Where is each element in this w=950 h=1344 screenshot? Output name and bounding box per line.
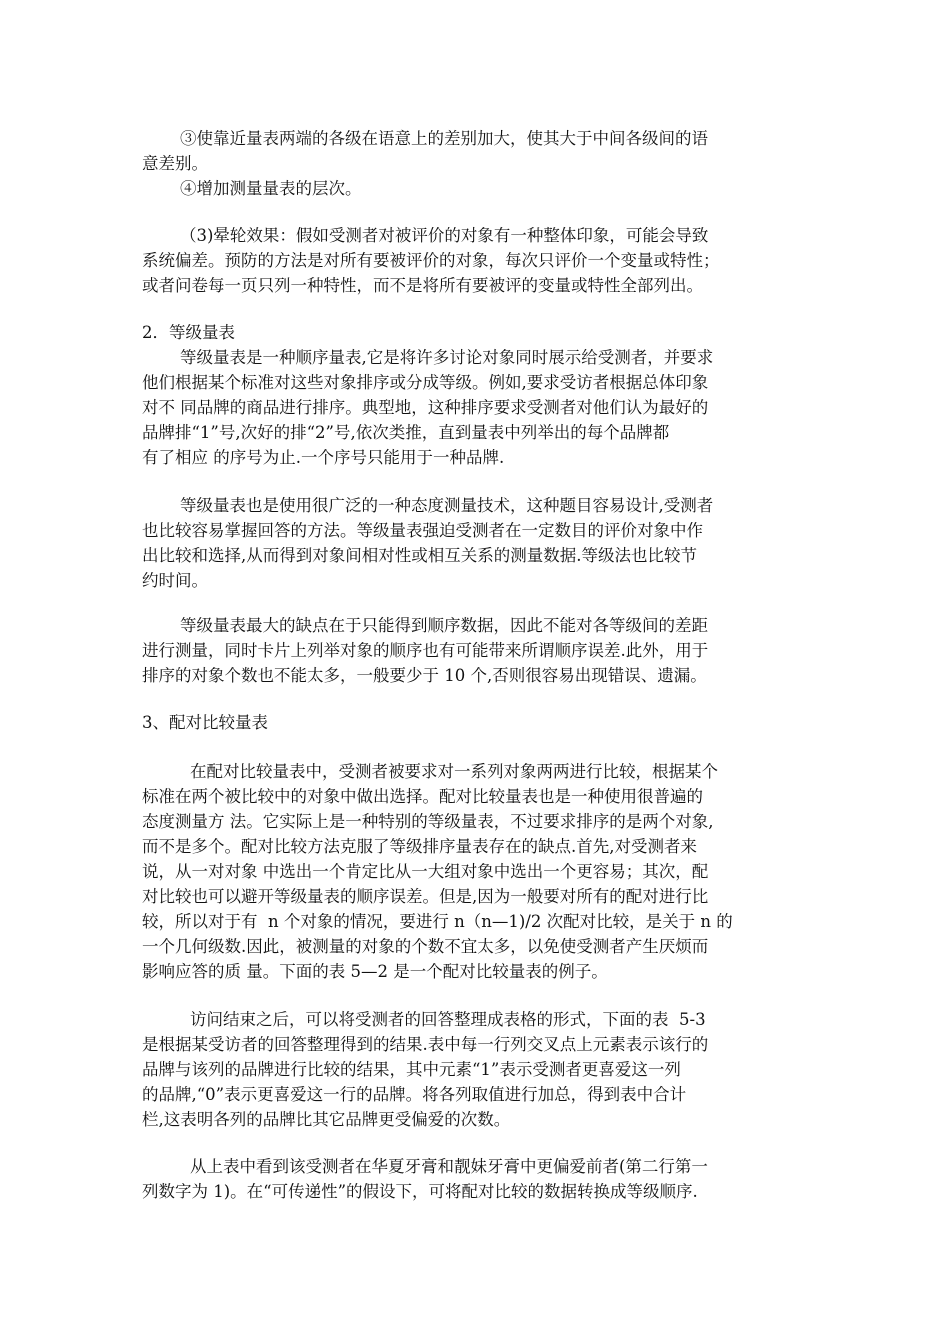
- text-line: ③使靠近量表两端的各级在语意上的差别加大，使其大于中间各级间的语: [180, 129, 708, 148]
- text-line: 影响应答的质 量。下面的表 5—2 是一个配对比较量表的例子。: [142, 962, 608, 981]
- text-line: 从上表中看到该受测者在华夏牙膏和靓妹牙膏中更偏爱前者(第二行第一: [190, 1157, 708, 1176]
- text-line: （3)晕轮效果：假如受测者对被评价的对象有一种整体印象，可能会导致: [180, 226, 709, 245]
- text-line: ④增加测量量表的层次。: [180, 179, 362, 198]
- text-line: 排序的对象个数也不能太多，一般要少于 10 个,否则很容易出现错误、遗漏。: [142, 666, 707, 685]
- text-line: 品牌排“1”号,次好的排“2”号,依次类推，直到量表中列举出的每个品牌都: [142, 423, 670, 442]
- text-line: 也比较容易掌握回答的方法。等级量表强迫受测者在一定数目的评价对象中作: [142, 521, 703, 540]
- text-line: 列数字为 1)。在“可传递性”的假设下，可将配对比较的数据转换成等级顺序.: [142, 1182, 698, 1201]
- text-line: 等级量表是一种顺序量表,它是将许多讨论对象同时展示给受测者，并要求: [180, 348, 714, 367]
- text-line: 而不是多个。配对比较方法克服了等级排序量表存在的缺点.首先,对受测者来: [142, 837, 697, 856]
- text-line: 一个几何级数.因此，被测量的对象的个数不宜太多，以免使受测者产生厌烦而: [142, 937, 709, 956]
- text-line: 品牌与该列的品牌进行比较的结果，其中元素“1”表示受测者更喜爱这一列: [142, 1060, 681, 1079]
- text-line: 系统偏差。预防的方法是对所有要被评价的对象，每次只评价一个变量或特性；: [142, 251, 720, 270]
- text-line: 进行测量，同时卡片上列举对象的顺序也有可能带来所谓顺序误差.此外，用于: [142, 641, 709, 660]
- text-line: 意差别。: [142, 154, 208, 173]
- text-line: 对不 同品牌的商品进行排序。典型地，这种排序要求受测者对他们认为最好的: [142, 398, 709, 417]
- text-line: 在配对比较量表中，受测者被要求对一系列对象两两进行比较，根据某个: [190, 762, 718, 781]
- text-line: 或者问卷每一页只列一种特性，而不是将所有要被评的变量或特性全部列出。: [142, 276, 703, 295]
- text-line: 是根据某受访者的回答整理得到的结果.表中每一行列交叉点上元素表示该行的: [142, 1035, 709, 1054]
- text-line: 标准在两个被比较中的对象中做出选择。配对比较量表也是一种使用很普遍的: [142, 787, 703, 806]
- text-line: 出比较和选择,从而得到对象间相对性或相互关系的测量数据.等级法也比较节: [142, 546, 697, 565]
- text-line: 他们根据某个标准对这些对象排序或分成等级。例如,要求受访者根据总体印象: [142, 373, 709, 392]
- section-heading: 2．等级量表: [142, 323, 235, 342]
- text-line: 等级量表也是使用很广泛的一种态度测量技术，这种题目容易设计,受测者: [180, 496, 714, 515]
- section-heading: 3、配对比较量表: [142, 713, 268, 732]
- text-line: 约时间。: [142, 571, 208, 590]
- text-line: 说，从一对对象 中选出一个肯定比从一大组对象中选出一个更容易；其次，配: [142, 862, 709, 881]
- text-line: 的品牌,“0”表示更喜爱这一行的品牌。将各列取值进行加总，得到表中合计: [142, 1085, 687, 1104]
- text-line: 较，所以对于有 n 个对象的情况，要进行 n（n—1)/2 次配对比较，是关于 n 的: [142, 912, 733, 931]
- text-line: 栏,这表明各列的品牌比其它品牌更受偏爱的次数。: [142, 1110, 511, 1129]
- text-line: 有了相应 的序号为止.一个序号只能用于一种品牌.: [142, 448, 505, 467]
- text-line: 等级量表最大的缺点在于只能得到顺序数据，因此不能对各等级间的差距: [180, 616, 708, 635]
- text-line: 对比较也可以避开等级量表的顺序误差。但是,因为一般要对所有的配对进行比: [142, 887, 709, 906]
- text-line: 访问结束之后，可以将受测者的回答整理成表格的形式，下面的表 5-3: [190, 1010, 706, 1029]
- text-line: 态度测量方 法。它实际上是一种特别的等级量表，不过要求排序的是两个对象,: [142, 812, 714, 831]
